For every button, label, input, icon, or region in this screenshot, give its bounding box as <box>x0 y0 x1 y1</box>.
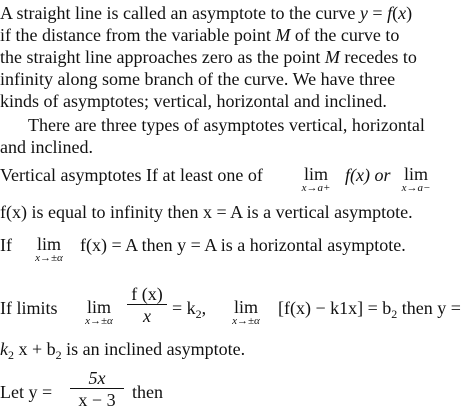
text-line-4: infinity along some branch of the curve. We have three <box>0 69 396 89</box>
vertical-line-2: f(x) is equal to infinity then x = A is a vertical asymptote. <box>0 202 413 222</box>
text: ) <box>406 3 413 23</box>
text-line-1 <box>0 2 412 24</box>
example-let: Let y = <box>0 382 53 402</box>
subscript: 2 <box>195 307 202 321</box>
math-var: M <box>275 25 291 45</box>
text-line-2 <box>0 24 399 46</box>
text: [f(x) − k1x] = b <box>278 298 392 318</box>
fraction-numerator: f (x) <box>127 284 167 305</box>
lim-word: lim <box>86 297 111 317</box>
math-var: M <box>324 47 340 67</box>
math-var: k <box>0 339 8 359</box>
lim-subscript: x→±α <box>35 252 63 264</box>
text-line-5: kinds of asymptotes; vertical, horizontal and inclined. <box>0 91 387 111</box>
fraction-denominator: x <box>143 306 151 326</box>
text: is an inclined asymptote. <box>61 339 246 359</box>
lim-word: lim <box>233 297 258 317</box>
math-var: y <box>359 3 368 23</box>
lim-word: lim <box>36 234 61 254</box>
lim-subscript: x→±α <box>232 315 260 327</box>
text: if the distance from the variable point <box>0 25 276 45</box>
text: x + b <box>14 339 56 359</box>
lim-word: lim <box>303 164 328 184</box>
inclined-if: If limits <box>0 298 58 318</box>
lim-subscript: x→a− <box>401 182 431 194</box>
text: of the curve to <box>290 25 400 45</box>
vertical-text: Vertical asymptotes If at least one of <box>0 165 263 185</box>
text: the straight line approaches zero as the point <box>0 47 325 67</box>
text-line-6: There are three types of asymptotes vertical, horizontal <box>28 115 425 135</box>
lim-subscript: x→±α <box>85 315 113 327</box>
math-var: x <box>398 3 407 23</box>
text: = <box>367 3 388 23</box>
limit-inclined-2 <box>223 299 269 327</box>
inclined-eq-k <box>172 297 206 319</box>
text: ( <box>392 3 399 23</box>
text-line-3 <box>0 46 417 68</box>
vertical-fx: f(x) or <box>345 165 391 185</box>
lim-word: lim <box>403 164 428 184</box>
fraction-numerator: 5x <box>70 368 124 389</box>
limit-vertical-2 <box>396 166 436 194</box>
fraction-5x-over-x-3 <box>70 368 124 411</box>
fraction-fx-over-x <box>127 284 167 327</box>
math-var: f <box>387 3 393 23</box>
lim-subscript: x→a+ <box>301 182 331 194</box>
limit-horizontal <box>26 236 72 264</box>
horizontal-if: If <box>0 235 12 255</box>
horizontal-rest: f(x) = A then y = A is a horizontal asymptote. <box>80 235 406 255</box>
text-line-7: and inclined. <box>0 137 93 157</box>
inclined-line-2 <box>0 338 245 360</box>
example-then: then <box>132 382 163 402</box>
text: = k <box>172 298 196 318</box>
limit-vertical-1 <box>297 166 335 194</box>
subscript: 2 <box>55 348 62 362</box>
fraction-denominator: x − 3 <box>78 390 116 410</box>
subscript: 2 <box>8 348 14 362</box>
limit-inclined-1 <box>76 299 122 327</box>
inclined-bracket <box>278 297 461 319</box>
text: A straight line is called an asymptote to the curve <box>0 3 360 23</box>
subscript: 2 <box>391 307 398 321</box>
text: then y = <box>397 298 461 318</box>
text: recedes to <box>339 47 417 67</box>
text: , <box>201 298 207 318</box>
